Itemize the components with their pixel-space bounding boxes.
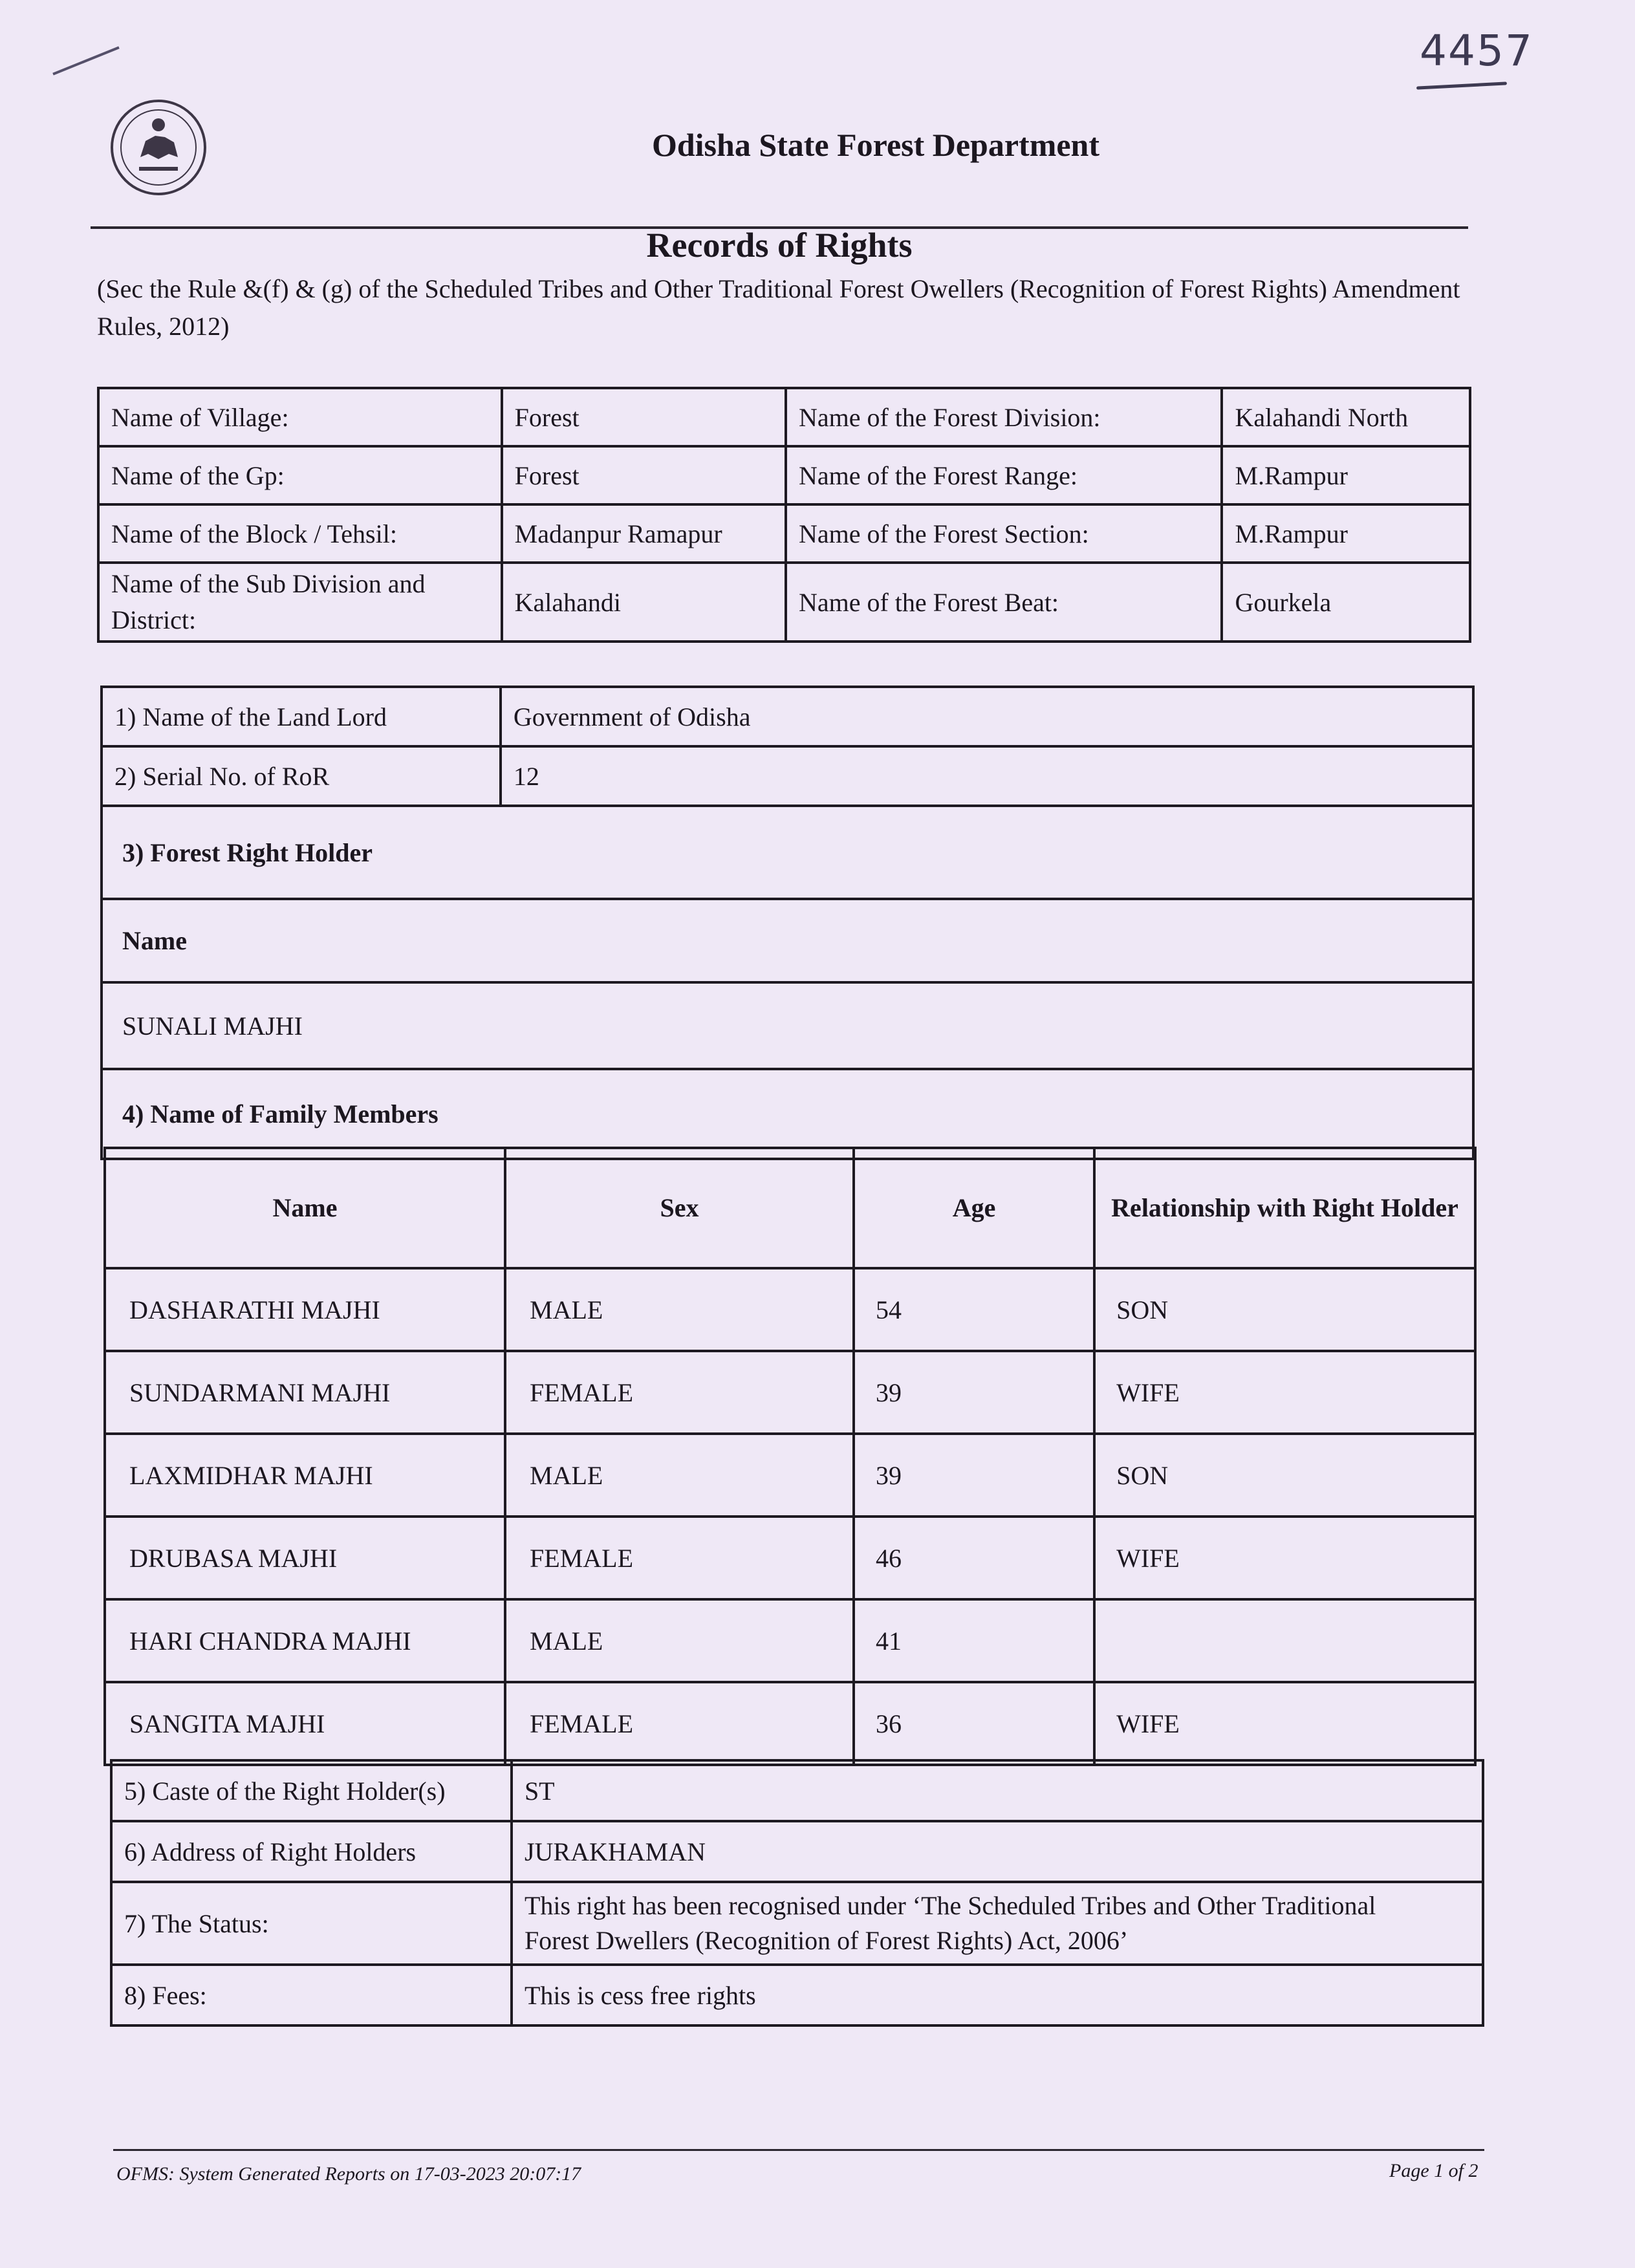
table-row <box>111 1882 1483 1965</box>
generated-timestamp: OFMS: System Generated Reports on 17-03-2023 20:07:17 <box>116 2163 581 2185</box>
page-title: Records of Rights <box>646 226 913 265</box>
column-header-age: Age <box>854 1148 1094 1268</box>
page-number: Page 1 of 2 <box>1389 2160 1478 2181</box>
forest-range-label: Name of the Forest Range: <box>786 446 1222 504</box>
address-value: JURAKHAMAN <box>512 1821 1483 1882</box>
member-relation <box>1094 1599 1475 1682</box>
block-tehsil-value: Madanpur Ramapur <box>502 504 786 563</box>
handwritten-underline <box>1416 81 1507 89</box>
member-sex: MALE <box>505 1434 854 1517</box>
department-name: Odisha State Forest Department <box>651 127 1100 163</box>
holder-table <box>100 686 1475 1160</box>
forest-section-label: Name of the Forest Section: <box>786 504 1222 563</box>
member-name: HARI CHANDRA MAJHI <box>105 1599 505 1682</box>
location-table <box>97 387 1471 643</box>
member-name: LAXMIDHAR MAJHI <box>105 1434 505 1517</box>
caste-value: ST <box>512 1760 1483 1821</box>
forest-beat-value: Gourkela <box>1222 563 1470 642</box>
table-row <box>105 1434 1475 1517</box>
table-row <box>111 1965 1483 2025</box>
land-lord-label: 1) Name of the Land Lord <box>102 687 501 746</box>
table-row <box>105 1682 1475 1765</box>
caste-label: 5) Caste of the Right Holder(s) <box>111 1760 512 1821</box>
details-table <box>110 1759 1484 2027</box>
gp-value: Forest <box>502 446 786 504</box>
member-relation: WIFE <box>1094 1351 1475 1434</box>
member-age: 39 <box>854 1434 1094 1517</box>
table-row <box>98 504 1470 563</box>
column-header-relationship: Relationship with Right Holder <box>1094 1148 1475 1268</box>
member-sex: MALE <box>505 1599 854 1682</box>
status-line-1: This right has been recognised under ‘The Scheduled Tribes and Other Traditional <box>524 1891 1376 1920</box>
table-row <box>102 899 1473 982</box>
footer-divider <box>113 2149 1484 2151</box>
status-value <box>512 1882 1483 1965</box>
member-sex: MALE <box>505 1268 854 1351</box>
status-label: 7) The Status: <box>111 1882 512 1965</box>
serial-value: 12 <box>501 746 1473 806</box>
forest-beat-label: Name of the Forest Beat: <box>786 563 1222 642</box>
member-sex: FEMALE <box>505 1517 854 1599</box>
table-header-row <box>105 1148 1475 1268</box>
gp-label: Name of the Gp: <box>98 446 502 504</box>
member-relation: SON <box>1094 1434 1475 1517</box>
column-header-sex: Sex <box>505 1148 854 1268</box>
village-value: Forest <box>502 388 786 446</box>
table-row <box>111 1821 1483 1882</box>
member-age: 46 <box>854 1517 1094 1599</box>
land-lord-value: Government of Odisha <box>501 687 1473 746</box>
handwritten-number: 4457 <box>1420 26 1533 76</box>
subdivision-district-value: Kalahandi <box>502 563 786 642</box>
name-heading: Name <box>102 899 1473 982</box>
table-row <box>111 1760 1483 1821</box>
member-sex: FEMALE <box>505 1682 854 1765</box>
family-members-heading: 4) Name of Family Members <box>102 1069 1473 1159</box>
member-relation: SON <box>1094 1268 1475 1351</box>
member-name: SUNDARMANI MAJHI <box>105 1351 505 1434</box>
status-line-2: Forest Dwellers (Recognition of Forest Rights) Act, 2006’ <box>524 1926 1129 1955</box>
member-relation: WIFE <box>1094 1682 1475 1765</box>
member-age: 39 <box>854 1351 1094 1434</box>
table-row <box>105 1599 1475 1682</box>
member-name: DASHARATHI MAJHI <box>105 1268 505 1351</box>
table-row <box>102 806 1473 899</box>
table-row <box>102 982 1473 1069</box>
block-tehsil-label: Name of the Block / Tehsil: <box>98 504 502 563</box>
member-age: 54 <box>854 1268 1094 1351</box>
forest-range-value: M.Rampur <box>1222 446 1470 504</box>
table-row <box>98 388 1470 446</box>
forest-section-value: M.Rampur <box>1222 504 1470 563</box>
fees-label: 8) Fees: <box>111 1965 512 2025</box>
family-members-table <box>103 1147 1477 1766</box>
forest-division-label: Name of the Forest Division: <box>786 388 1222 446</box>
subdivision-district-label: Name of the Sub Division and District: <box>98 563 502 642</box>
serial-label: 2) Serial No. of RoR <box>102 746 501 806</box>
member-name: DRUBASA MAJHI <box>105 1517 505 1599</box>
member-age: 41 <box>854 1599 1094 1682</box>
table-row <box>98 446 1470 504</box>
member-age: 36 <box>854 1682 1094 1765</box>
rule-reference: (Sec the Rule &(f) & (g) of the Scheduled Tribes and Other Traditional Forest Owellers (Recognition of Forest Rights) Amendment Rules, 2012) <box>97 274 1460 341</box>
forest-right-holder-heading: 3) Forest Right Holder <box>102 806 1473 899</box>
table-row <box>105 1268 1475 1351</box>
member-name: SANGITA MAJHI <box>105 1682 505 1765</box>
member-sex: FEMALE <box>505 1351 854 1434</box>
column-header-name: Name <box>105 1148 505 1268</box>
fees-value: This is cess free rights <box>512 1965 1483 2025</box>
table-row <box>102 746 1473 806</box>
table-row <box>102 687 1473 746</box>
village-label: Name of Village: <box>98 388 502 446</box>
table-row <box>105 1351 1475 1434</box>
forest-division-value: Kalahandi North <box>1222 388 1470 446</box>
member-relation: WIFE <box>1094 1517 1475 1599</box>
table-row <box>102 1069 1473 1159</box>
pen-mark <box>52 47 119 76</box>
table-row <box>105 1517 1475 1599</box>
address-label: 6) Address of Right Holders <box>111 1821 512 1882</box>
table-row <box>98 563 1470 642</box>
holder-name: SUNALI MAJHI <box>102 982 1473 1069</box>
